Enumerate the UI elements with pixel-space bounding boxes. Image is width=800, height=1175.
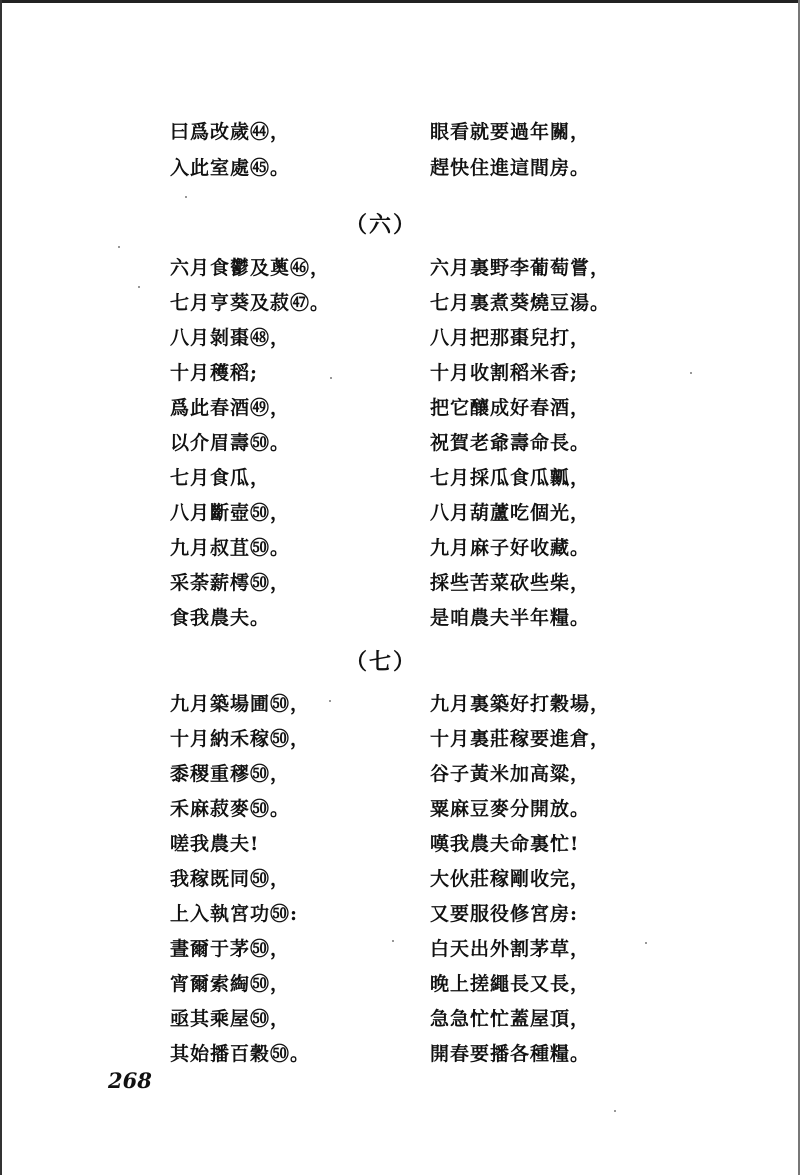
section7-translation-line: 晚上搓繩長又長， — [430, 973, 591, 995]
section7-translation-line: 大伙莊稼剛收完， — [430, 868, 591, 890]
section6-translation-line: 把它釀成好春酒， — [430, 397, 591, 419]
left-border — [0, 0, 2, 1175]
section6-original-line: 八月剝棗㊽， — [170, 327, 291, 349]
section7-translation-line: 又要服役修宮房: — [430, 903, 579, 925]
section6-translation-line: 祝賀老爺壽命長。 — [430, 432, 591, 454]
scan-speck — [185, 196, 187, 198]
scan-speck — [645, 942, 647, 944]
section7-original-line: 禾麻菽麥㊿。 — [170, 798, 291, 820]
section6-translation-line: 八月葫蘆吃個光， — [430, 502, 591, 524]
section7-original-line: 我稼既同㊿， — [170, 868, 291, 890]
section7-translation-line: 十月裏莊稼要進倉， — [430, 728, 611, 750]
section7-translation-line: 開春要播各種糧。 — [430, 1043, 591, 1065]
opening-translation-line-2: 趕快住進這間房。 — [430, 157, 591, 179]
section7-original-line: 晝爾于茅㊿， — [170, 938, 291, 960]
section-6-heading: （六） — [345, 212, 418, 238]
scan-speck — [392, 940, 394, 942]
section7-translation-line: 白天出外割茅草， — [430, 938, 591, 960]
section7-original-line: 嗟我農夫! — [170, 833, 260, 855]
section7-original-line: 十月納禾稼㊿， — [170, 728, 311, 750]
opening-original-line-1: 曰爲改歲㊹， — [170, 121, 291, 143]
scan-speck — [330, 377, 332, 379]
section6-original-line: 六月食鬱及薁㊻， — [170, 257, 331, 279]
section6-translation-line: 九月麻子好收藏。 — [430, 537, 591, 559]
section6-original-line: 采荼薪樗㊿， — [170, 572, 291, 594]
section6-original-line: 八月斷壺㊿， — [170, 502, 291, 524]
section7-translation-line: 急急忙忙蓋屋頂， — [430, 1008, 591, 1030]
section7-translation-line: 粟麻豆麥分開放。 — [430, 798, 591, 820]
section7-original-line: 上入執宮功㊿: — [170, 903, 299, 925]
section6-translation-line: 是咱農夫半年糧。 — [430, 607, 591, 629]
scan-speck — [138, 286, 140, 288]
section7-original-line: 黍稷重穋㊿， — [170, 763, 291, 785]
section7-original-line: 九月築場圃㊿， — [170, 693, 311, 715]
section6-translation-line: 八月把那棗兒打， — [430, 327, 591, 349]
scan-speck — [690, 372, 692, 374]
section7-original-line: 其始播百穀㊿。 — [170, 1043, 311, 1065]
scan-speck — [329, 700, 331, 702]
section6-original-line: 十月穫稻; — [170, 362, 259, 384]
section6-translation-line: 採些苦菜砍些柴， — [430, 572, 591, 594]
section7-original-line: 宵爾索綯㊿， — [170, 973, 291, 995]
section7-translation-line: 嘆我農夫命裏忙! — [430, 833, 580, 855]
section6-original-line: 食我農夫。 — [170, 607, 271, 629]
section7-original-line: 亟其乘屋㊿， — [170, 1008, 291, 1030]
section6-original-line: 九月叔苴㊿。 — [170, 537, 291, 559]
section7-translation-line: 九月裏築好打穀場， — [430, 693, 611, 715]
scan-speck — [118, 246, 120, 248]
section6-translation-line: 六月裏野李葡萄嘗， — [430, 257, 611, 279]
top-border — [0, 0, 800, 3]
section-7-heading: （七） — [345, 649, 418, 675]
section6-original-line: 七月亨葵及菽㊼。 — [170, 292, 331, 314]
section6-original-line: 以介眉壽㊿。 — [170, 432, 291, 454]
section6-original-line: 爲此春酒㊾， — [170, 397, 291, 419]
section6-translation-line: 十月收割稻米香; — [430, 362, 579, 384]
page-number: 268 — [108, 1068, 152, 1093]
section6-translation-line: 七月採瓜食瓜瓤， — [430, 467, 591, 489]
section6-original-line: 七月食瓜， — [170, 467, 271, 489]
scan-speck — [614, 1110, 616, 1112]
opening-original-line-2: 入此室處㊺。 — [170, 157, 291, 179]
section7-translation-line: 谷子黃米加高粱， — [430, 763, 591, 785]
section6-translation-line: 七月裏煮葵燒豆湯。 — [430, 292, 611, 314]
opening-translation-line-1: 眼看就要過年關， — [430, 121, 591, 143]
